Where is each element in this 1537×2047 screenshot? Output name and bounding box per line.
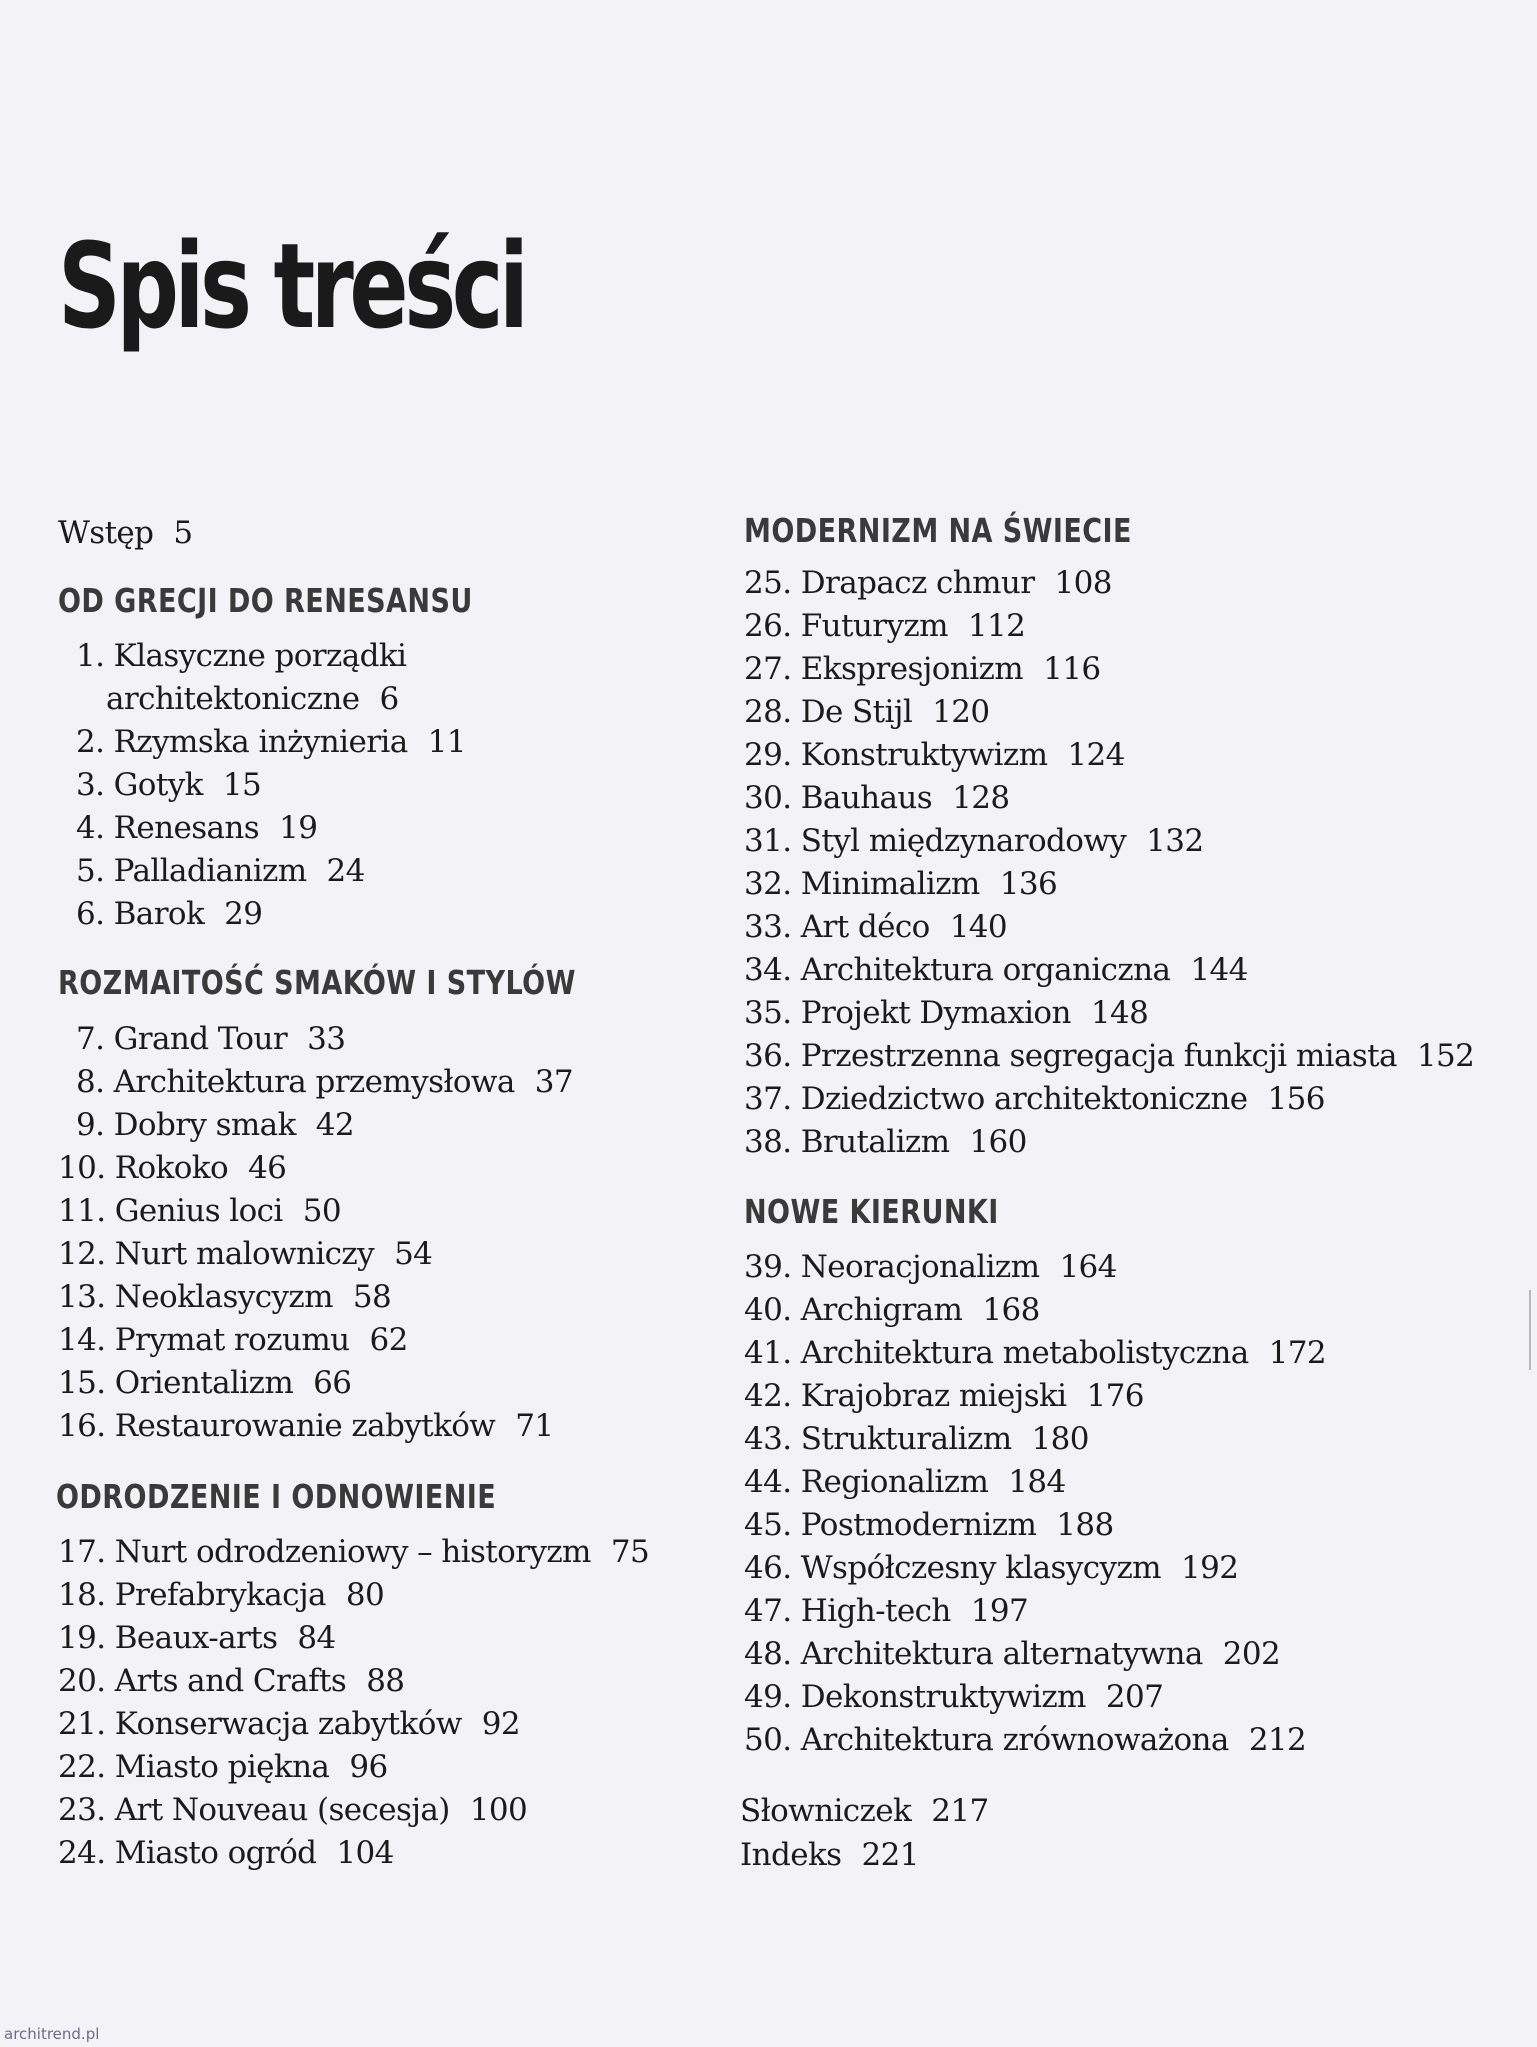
- toc-entry-label: 9. Dobry smak: [76, 1107, 296, 1143]
- toc-entry[interactable]: [58, 1279, 392, 1315]
- toc-entry[interactable]: [744, 1292, 1040, 1328]
- watermark: architrend.pl: [4, 2025, 100, 2043]
- toc-entry[interactable]: [744, 1081, 1325, 1117]
- section-heading-rozmaitosc: ROZMAITOŚĆ SMAKÓW I STYLÓW: [58, 963, 576, 1002]
- toc-entry-label: Wstęp: [58, 515, 154, 551]
- toc-entry-label: 30. Bauhaus: [744, 780, 933, 816]
- toc-entry-page: 11: [427, 724, 466, 760]
- toc-entry-page: 100: [469, 1792, 528, 1828]
- toc-entry-page: 92: [481, 1706, 520, 1742]
- toc-entry-page: 176: [1086, 1378, 1144, 1414]
- toc-entry-label: 37. Dziedzictwo architektoniczne: [744, 1081, 1248, 1117]
- toc-entry-page: 29: [224, 896, 263, 932]
- section-heading-nowe-kierunki: NOWE KIERUNKI: [744, 1192, 999, 1231]
- toc-entry-label: 46. Współczesny klasycyzm: [744, 1550, 1161, 1586]
- toc-entry[interactable]: [744, 1038, 1475, 1074]
- toc-entry-label: 50. Architektura zrównoważona: [744, 1722, 1229, 1758]
- toc-entry-page: 172: [1268, 1335, 1326, 1371]
- toc-entry[interactable]: [58, 1408, 554, 1444]
- toc-entry-label: 5. Palladianizm: [76, 853, 307, 889]
- toc-entry-page: 104: [336, 1835, 394, 1871]
- toc-entry-page: 192: [1180, 1550, 1239, 1586]
- toc-entry-label: 49. Dekonstruktywizm: [744, 1679, 1086, 1715]
- toc-entry[interactable]: [744, 823, 1204, 859]
- toc-entry-label: Indeks: [740, 1837, 842, 1873]
- toc-entry-page: 188: [1056, 1507, 1114, 1543]
- toc-entry-label: 28. De Stijl: [744, 694, 913, 730]
- toc-entry-page: 37: [534, 1064, 573, 1100]
- toc-entry-label: 21. Konserwacja zabytków: [58, 1706, 462, 1742]
- toc-entry-page: 24: [326, 853, 365, 889]
- toc-entry[interactable]: [744, 1378, 1144, 1414]
- toc-entry-page: 168: [982, 1292, 1040, 1328]
- toc-entry[interactable]: [58, 1150, 287, 1186]
- toc-entry[interactable]: [58, 1706, 520, 1742]
- toc-entry-label: 39. Neoracjonalizm: [744, 1249, 1040, 1285]
- toc-entry-page: 160: [969, 1124, 1027, 1160]
- toc-entry-page: 112: [967, 608, 1026, 644]
- toc-entry-page: 62: [369, 1322, 408, 1358]
- toc-entry-label: 14. Prymat rozumu: [58, 1322, 350, 1358]
- toc-entry[interactable]: [58, 1534, 650, 1570]
- toc-entry-page: 184: [1008, 1464, 1066, 1500]
- toc-entry[interactable]: [744, 1593, 1029, 1629]
- toc-entry-page: 136: [999, 866, 1058, 902]
- toc-entry-page: 6: [379, 681, 399, 717]
- toc-entry[interactable]: [76, 896, 263, 932]
- toc-entry-intro[interactable]: [58, 515, 193, 551]
- toc-entry-page: 120: [932, 694, 990, 730]
- toc-entry[interactable]: [76, 853, 365, 889]
- toc-entry-label: 38. Brutalizm: [744, 1124, 950, 1160]
- toc-entry-label: 44. Regionalizm: [744, 1464, 989, 1500]
- toc-entry-page: 212: [1248, 1722, 1307, 1758]
- toc-entry-page: 33: [307, 1021, 346, 1057]
- toc-entry[interactable]: [744, 1249, 1117, 1285]
- toc-entry-label: 18. Prefabrykacja: [58, 1577, 326, 1613]
- toc-entry-page: 197: [970, 1593, 1029, 1629]
- toc-entry-page: 50: [302, 1193, 341, 1229]
- toc-entry-label: 2. Rzymska inżynieria: [76, 724, 408, 760]
- toc-entry-page: 108: [1054, 565, 1112, 601]
- toc-entry[interactable]: [744, 995, 1149, 1031]
- toc-entry-page: 124: [1067, 737, 1125, 773]
- toc-entry[interactable]: [744, 1335, 1326, 1371]
- toc-entry-page: 148: [1090, 995, 1149, 1031]
- toc-entry-page: 80: [345, 1577, 385, 1613]
- toc-entry[interactable]: [58, 1835, 394, 1871]
- toc-entry-page: 180: [1031, 1421, 1089, 1457]
- toc-entry[interactable]: [744, 1722, 1307, 1758]
- toc-entry-label: 33. Art déco: [744, 909, 930, 945]
- toc-entry[interactable]: [58, 1620, 336, 1656]
- toc-entry[interactable]: [744, 1679, 1164, 1715]
- toc-entry-label: Słowniczek: [740, 1793, 912, 1829]
- toc-entry-label: 11. Genius loci: [58, 1193, 283, 1229]
- toc-entry-page: 58: [352, 1279, 392, 1315]
- toc-entry-label: 12. Nurt malowniczy: [58, 1236, 375, 1272]
- toc-entry-page: 84: [297, 1620, 336, 1656]
- toc-entry[interactable]: [58, 1792, 528, 1828]
- toc-entry-page: 207: [1105, 1679, 1164, 1715]
- toc-entry[interactable]: [744, 1507, 1114, 1543]
- toc-entry-label: 45. Postmodernizm: [744, 1507, 1037, 1543]
- toc-entry-page: 66: [313, 1365, 352, 1401]
- toc-entry-label: 29. Konstruktywizm: [744, 737, 1048, 773]
- section-heading-grecja: OD GRECJI DO RENESANSU: [58, 581, 473, 620]
- toc-entry-page: 19: [279, 810, 318, 846]
- toc-entry[interactable]: [744, 866, 1058, 902]
- toc-entry[interactable]: [106, 681, 399, 717]
- toc-entry[interactable]: [58, 1663, 405, 1699]
- toc-entry-page: 144: [1190, 952, 1248, 988]
- toc-entry-page: 152: [1416, 1038, 1475, 1074]
- toc-entry-page: 96: [349, 1749, 388, 1785]
- toc-entry[interactable]: [744, 780, 1010, 816]
- toc-entry-label: 15. Orientalizm: [58, 1365, 294, 1401]
- toc-entry[interactable]: [744, 1636, 1281, 1672]
- toc-entry-label: 26. Futuryzm: [744, 608, 948, 644]
- toc-entry-label: 10. Rokoko: [58, 1150, 229, 1186]
- toc-entry[interactable]: [58, 1749, 388, 1785]
- toc-entry[interactable]: [744, 952, 1248, 988]
- toc-entry-page: 221: [861, 1837, 919, 1873]
- toc-entry-label: 43. Strukturalizm: [744, 1421, 1012, 1457]
- toc-entry-label: 34. Architektura organiczna: [744, 952, 1171, 988]
- toc-entry-label: 40. Archigram: [744, 1292, 963, 1328]
- toc-entry-page: 54: [394, 1236, 433, 1272]
- toc-entry-page: 88: [366, 1663, 405, 1699]
- toc-entry-page: 46: [248, 1150, 287, 1186]
- toc-entry[interactable]: [58, 1577, 385, 1613]
- page-edge-shadow: [1529, 1290, 1531, 1370]
- toc-entry-label: 17. Nurt odrodzeniowy – historyzm: [58, 1534, 591, 1570]
- toc-entry[interactable]: [744, 694, 990, 730]
- toc-entry[interactable]: [76, 638, 407, 674]
- page-title: Spis treści: [58, 217, 525, 356]
- toc-entry-label: 35. Projekt Dymaxion: [744, 995, 1071, 1031]
- toc-entry-page: 140: [949, 909, 1008, 945]
- toc-entry-label: 7. Grand Tour: [76, 1021, 288, 1057]
- toc-entry-glossary[interactable]: [740, 1793, 989, 1829]
- toc-entry-label: 27. Ekspresjonizm: [744, 651, 1024, 687]
- toc-entry-index[interactable]: [740, 1837, 919, 1873]
- toc-entry-label: 42. Krajobraz miejski: [744, 1378, 1067, 1414]
- toc-entry-label: 1. Klasyczne porządki: [76, 638, 407, 674]
- toc-entry[interactable]: [744, 1124, 1027, 1160]
- toc-entry[interactable]: [76, 810, 318, 846]
- toc-entry-label: 36. Przestrzenna segregacja funkcji miasta: [744, 1038, 1397, 1074]
- toc-entry-label: 32. Minimalizm: [744, 866, 980, 902]
- toc-entry-label: 6. Barok: [76, 896, 205, 932]
- toc-entry-page: 202: [1222, 1636, 1281, 1672]
- toc-entry-page: 75: [610, 1534, 650, 1570]
- toc-entry-label: 25. Drapacz chmur: [744, 565, 1035, 601]
- toc-entry[interactable]: [744, 737, 1125, 773]
- toc-entry[interactable]: [744, 565, 1112, 601]
- toc-entry[interactable]: [58, 1365, 352, 1401]
- toc-entry-label: 13. Neoklasycyzm: [58, 1279, 333, 1315]
- toc-entry-label: 22. Miasto piękna: [58, 1749, 330, 1785]
- toc-entry[interactable]: [76, 1064, 573, 1100]
- section-heading-modernizm: MODERNIZM NA ŚWIECIE: [744, 511, 1132, 550]
- toc-entry[interactable]: [58, 1236, 433, 1272]
- toc-entry-page: 5: [173, 515, 193, 551]
- toc-entry-label: 3. Gotyk: [76, 767, 203, 803]
- toc-entry-label: 48. Architektura alternatywna: [744, 1636, 1203, 1672]
- toc-entry[interactable]: [76, 724, 466, 760]
- toc-entry-page: 217: [931, 1793, 989, 1829]
- toc-entry-page: 128: [952, 780, 1010, 816]
- toc-entry[interactable]: [744, 608, 1026, 644]
- toc-entry-page: 156: [1267, 1081, 1325, 1117]
- toc-entry[interactable]: [744, 1421, 1089, 1457]
- toc-entry-page: 132: [1146, 823, 1204, 859]
- toc-entry-label: architektoniczne: [106, 681, 360, 717]
- toc-entry[interactable]: [76, 1107, 355, 1143]
- toc-entry-page: 71: [515, 1408, 554, 1444]
- section-heading-odrodzenie: ODRODZENIE I ODNOWIENIE: [56, 1477, 497, 1516]
- toc-entry-label: 41. Architektura metabolistyczna: [744, 1335, 1249, 1371]
- toc-entry[interactable]: [744, 651, 1101, 687]
- toc-entry-page: 42: [315, 1107, 355, 1143]
- toc-entry-label: 8. Architektura przemysłowa: [76, 1064, 515, 1100]
- toc-entry[interactable]: [744, 909, 1008, 945]
- toc-entry-page: 15: [222, 767, 262, 803]
- toc-entry[interactable]: [76, 1021, 346, 1057]
- toc-entry[interactable]: [744, 1550, 1239, 1586]
- toc-entry-label: 23. Art Nouveau (secesja): [58, 1792, 450, 1828]
- toc-entry[interactable]: [58, 1193, 341, 1229]
- toc-entry-label: 4. Renesans: [76, 810, 260, 846]
- toc-entry-page: 116: [1043, 651, 1101, 687]
- toc-entry-label: 16. Restaurowanie zabytków: [58, 1408, 496, 1444]
- toc-entry-label: 47. High-tech: [744, 1593, 951, 1629]
- toc-entry-label: 31. Styl międzynarodowy: [744, 823, 1127, 859]
- toc-entry[interactable]: [58, 1322, 408, 1358]
- toc-entry-label: 20. Arts and Crafts: [58, 1663, 347, 1699]
- toc-entry-label: 19. Beaux-arts: [58, 1620, 278, 1656]
- toc-entry[interactable]: [744, 1464, 1066, 1500]
- toc-entry[interactable]: [76, 767, 262, 803]
- toc-entry-label: 24. Miasto ogród: [58, 1835, 317, 1871]
- toc-entry-page: 164: [1059, 1249, 1117, 1285]
